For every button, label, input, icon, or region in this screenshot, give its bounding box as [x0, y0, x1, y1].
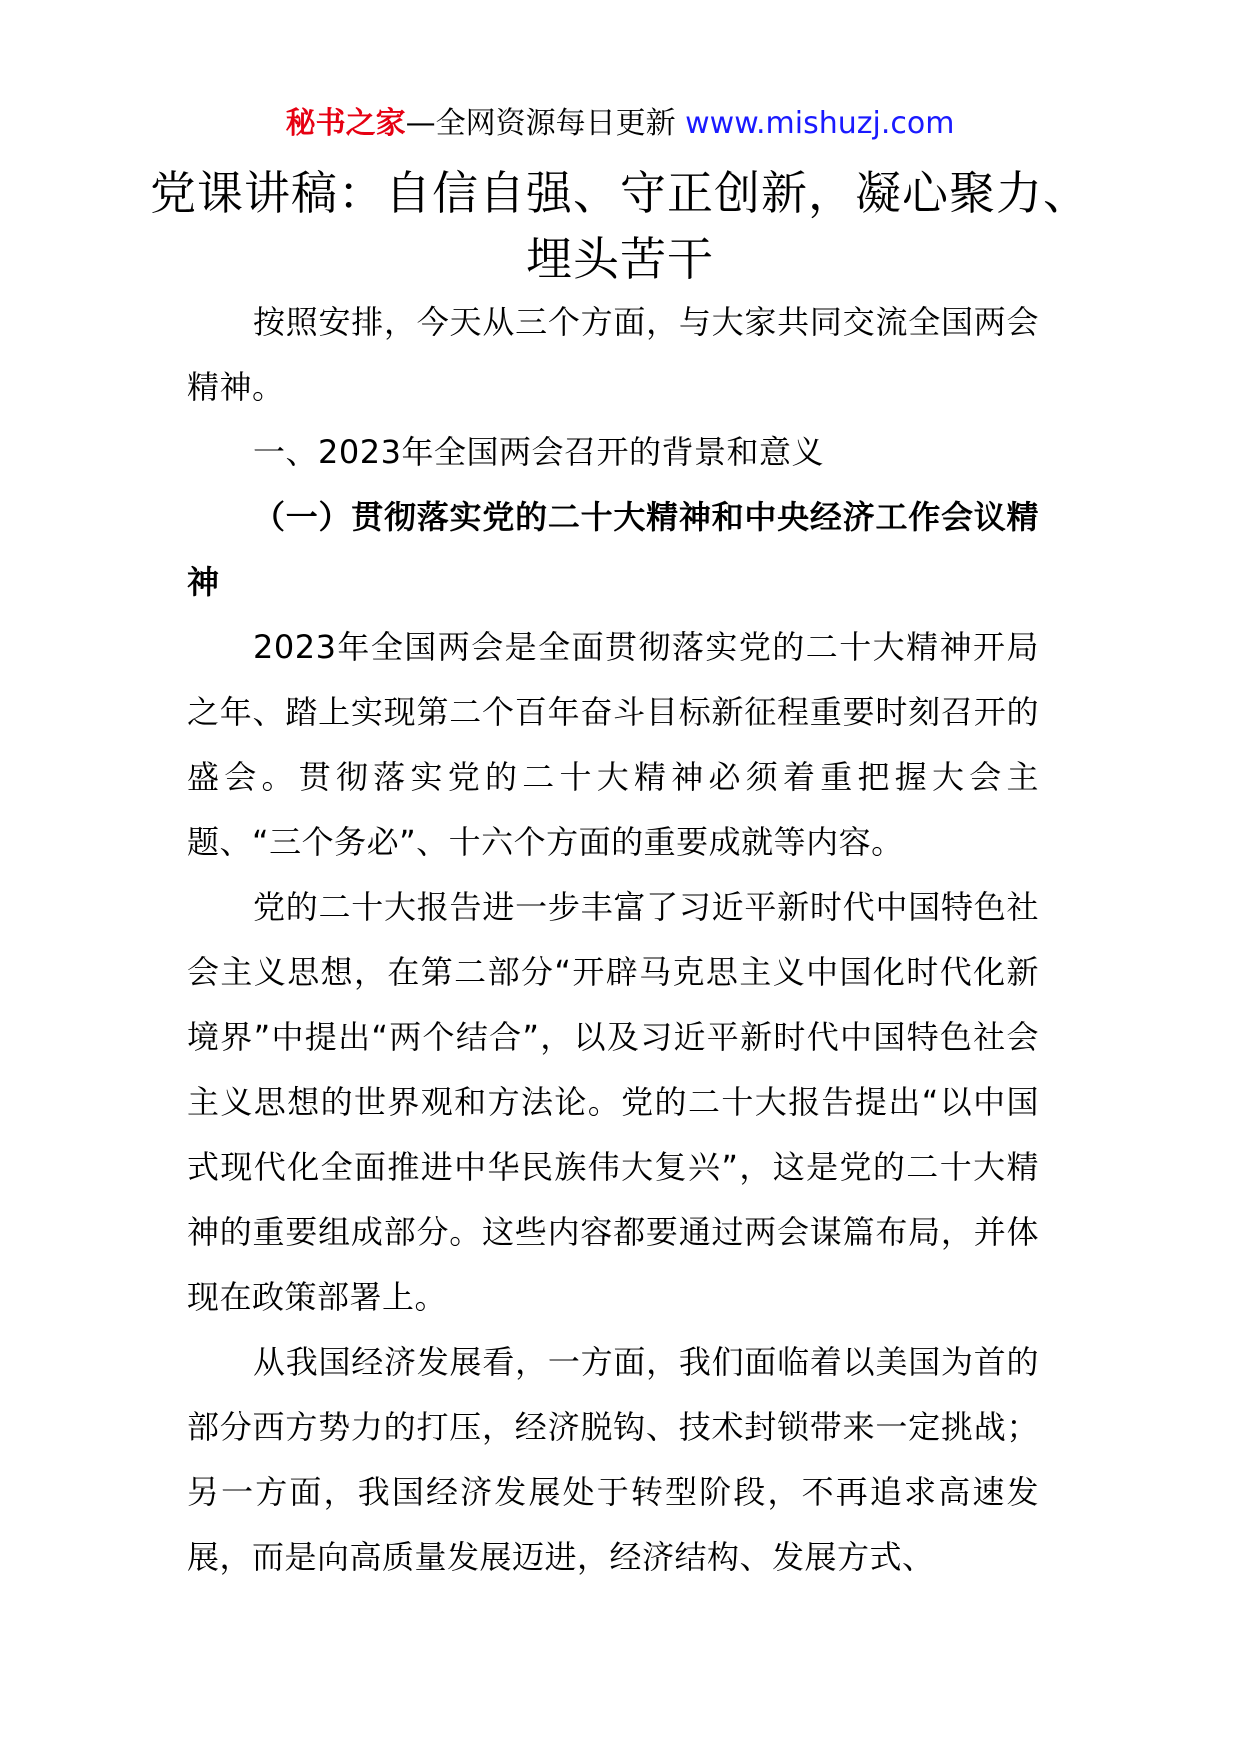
body-paragraph: 党的二十大报告进一步丰富了习近平新时代中国特色社会主义思想，在第二部分“开辟马克思主义中国化时代化新境界”中提出“两个结合”，以及习近平新时代中国特色社会主义思想的世界观和方法论。党的二十大报告提出“以中国式现代化全面推进中华民族伟大复兴”，这是党的二十大精神的重要组成部分。这些内容都要通过两会谋篇布局，并体现在政策部署上。: [187, 888, 1039, 1316]
body-paragraph: 从我国经济发展看，一方面，我们面临着以美国为首的部分西方势力的打压，经济脱钩、技术封锁带来一定挑战；另一方面，我国经济发展处于转型阶段，不再追求高速发展，而是向高质量发展迈进，经济结构、发展方式、: [187, 1343, 1039, 1576]
site-header: [0, 104, 1240, 144]
document-body: [187, 290, 1039, 1590]
site-url-link[interactable]: www.mishuzj.com: [685, 106, 955, 141]
subsection-heading: （一）贯彻落实党的二十大精神和中央经济工作会议精神: [187, 498, 1039, 601]
document-title: 党课讲稿：自信自强、守正创新，凝心聚力、埋头苦干: [150, 166, 1090, 286]
intro-paragraph: 按照安排，今天从三个方面，与大家共同交流全国两会精神。: [187, 303, 1039, 406]
brand-name: 秘书之家: [285, 106, 406, 141]
header-tagline: —全网资源每日更新: [405, 106, 686, 141]
body-paragraph: 2023年全国两会是全面贯彻落实党的二十大精神开局之年、踏上实现第二个百年奋斗目标新征程重要时刻召开的盛会。贯彻落实党的二十大精神必须着重把握大会主题、“三个务必”、十六个方面的重要成就等内容。: [187, 628, 1039, 861]
section-heading: 一、2023年全国两会召开的背景和意义: [253, 433, 824, 471]
